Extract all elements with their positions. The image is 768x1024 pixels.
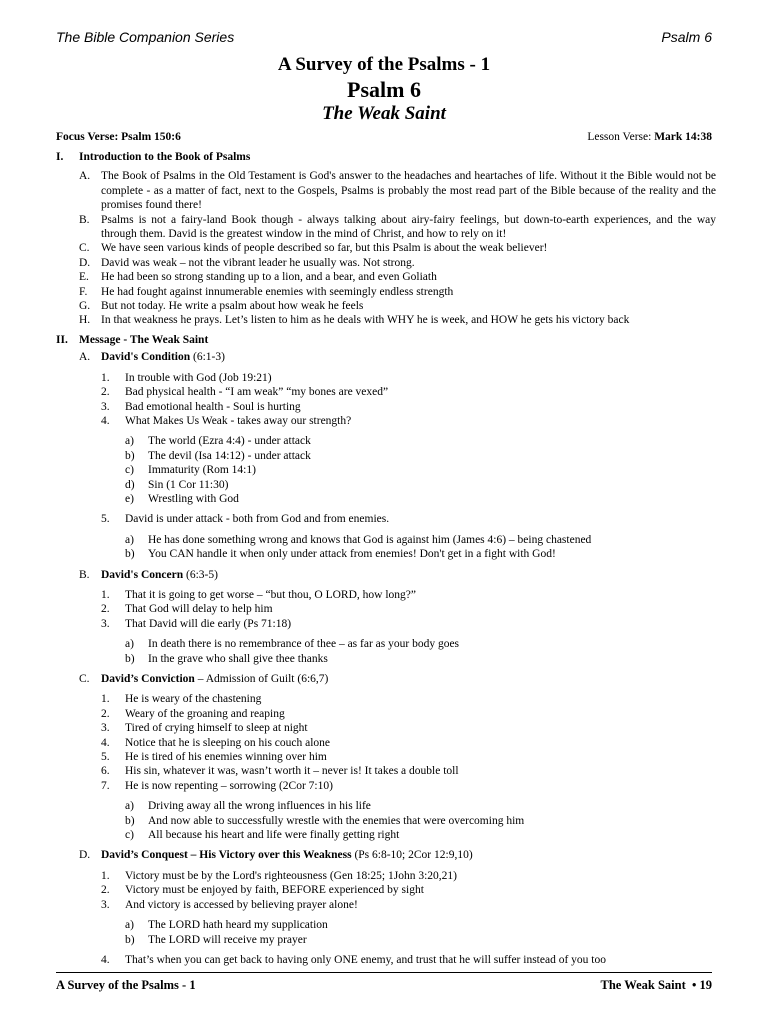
list-item: 1. That it is going to get worse – “but thou, O LORD, how long?” xyxy=(101,588,416,601)
list-item: d) Sin (1 Cor 11:30) xyxy=(125,478,229,491)
list-item: a) The world (Ezra 4:4) - under attack xyxy=(125,435,311,448)
list-item: a) He has done something wrong and knows that God is against him (James 4:6) – being chastened xyxy=(125,533,592,546)
lesson-subtitle: The Weak Saint xyxy=(322,103,446,124)
subsection-heading: C. David’s Conviction – Admission of Guilt (6:6,7) xyxy=(79,673,329,685)
list-item: b) The LORD will receive my prayer xyxy=(125,933,307,946)
verses-line xyxy=(56,131,712,143)
list-item: 3. Bad emotional health - Soul is hurting xyxy=(101,400,301,413)
list-item: 1. Victory must be by the Lord's righteousness (Gen 18:25; 1John 3:20,21) xyxy=(101,869,457,882)
list-item: 2. Weary of the groaning and reaping xyxy=(101,707,285,720)
outline-body xyxy=(56,150,716,967)
list-item: b) The devil (Isa 14:12) - under attack xyxy=(125,449,311,462)
list-item: 5. He is tired of his enemies winning over him xyxy=(101,751,327,764)
list-item: 2. That God will delay to help him xyxy=(101,603,273,616)
list-item: 1. He is weary of the chastening xyxy=(101,693,262,706)
list-item: 6. His sin, whatever it was, wasn’t worth it – never is! It takes a double toll xyxy=(101,765,459,778)
section-heading: I. Introduction to the Book of Psalms xyxy=(56,151,251,163)
list-item: 4. That’s when you can get back to having only ONE enemy, and trust that he will suffer instead of you too xyxy=(101,953,606,966)
footer-divider xyxy=(56,972,712,973)
list-item: a) The LORD hath heard my supplication xyxy=(125,919,328,932)
focus-verse: Focus Verse: Psalm 150:6 xyxy=(56,131,181,143)
list-item: B. Psalms is not a fairy-land Book though - always talking about airy-fairy feelings, but down-to-earth experiences, and the way through them. David is the greatest window in the mind of Christ, and how to rely on it! xyxy=(79,213,716,241)
subsection-heading: B. David's Concern (6:3-5) xyxy=(79,568,218,581)
list-item: c) All because his heart and life were finally getting right xyxy=(125,829,400,842)
list-item: 5. David is under attack - both from God and from enemies. xyxy=(101,513,390,526)
header-psalm: Psalm 6 xyxy=(661,29,712,45)
running-header xyxy=(56,29,712,49)
list-item: b) In the grave who shall give thee thanks xyxy=(125,652,328,665)
bullet-icon: • xyxy=(691,978,697,992)
list-item: 2. Victory must be enjoyed by faith, BEFORE experienced by sight xyxy=(101,884,424,897)
list-item: 7. He is now repenting – sorrowing (2Cor 7:10) xyxy=(101,779,333,792)
subsection-heading: A. David's Condition (6:1-3) xyxy=(79,351,225,364)
list-item: a) In death there is no remembrance of thee – as far as your body goes xyxy=(125,638,460,651)
list-item: H. In that weakness he prays. Let’s listen to him as he deals with WHY he is week, and HOW he gets his victory back xyxy=(79,314,630,327)
survey-title: A Survey of the Psalms - 1 xyxy=(277,54,491,75)
lesson-verse: Lesson Verse: Mark 14:38 xyxy=(587,131,712,143)
series-title: The Bible Companion Series xyxy=(56,29,235,45)
list-item: 4. What Makes Us Weak - takes away our strength? xyxy=(101,414,352,427)
page-footer xyxy=(56,978,712,993)
section-heading: II. Message - The Weak Saint xyxy=(56,333,209,346)
page-number: 19 xyxy=(699,978,712,992)
list-item: F. He had fought against innumerable enemies with seemingly endless strength xyxy=(79,285,454,298)
list-item: 4. Notice that he is sleeping on his couch alone xyxy=(101,736,331,749)
list-item: 2. Bad physical health - “I am weak” “my bones are vexed” xyxy=(101,386,389,399)
list-item: 3. That David will die early (Ps 71:18) xyxy=(101,617,292,630)
footer-lesson: The Weak Saint • 19 xyxy=(600,978,712,992)
psalm-title: Psalm 6 xyxy=(347,77,421,102)
list-item: e) Wrestling with God xyxy=(125,492,239,505)
list-item: E. He had been so strong standing up to a lion, and a bear, and even Goliath xyxy=(79,271,437,284)
list-item: A. The Book of Psalms in the Old Testament is God's answer to the headaches and heartaches of life. Without it the Bible would not be complete - as a matter of fact, next to the Gospels, Psalms is probably the most read part of the Bible because of the reality and the promises found there! xyxy=(79,170,716,212)
subsection-heading: D. David’s Conquest – His Victory over this Weakness (Ps 6:8-10; 2Cor 12:9,10) xyxy=(79,849,473,862)
list-item: G. But not today. He write a psalm about how weak he feels xyxy=(79,300,364,313)
list-item: D. David was weak – not the vibrant leader he usually was. Not strong. xyxy=(79,256,415,269)
list-item: a) Driving away all the wrong influences in his life xyxy=(125,800,371,813)
footer-series: A Survey of the Psalms - 1 xyxy=(56,978,196,992)
list-item: c) Immaturity (Rom 14:1) xyxy=(125,464,256,477)
list-item: C. We have seen various kinds of people described so far, but this Psalm is about the weak believer! xyxy=(79,242,548,255)
list-item: b) You CAN handle it when only under attack from enemies! Don't get in a fight with God! xyxy=(125,548,556,561)
list-item: 3. And victory is accessed by believing prayer alone! xyxy=(101,898,358,911)
list-item: 1. In trouble with God (Job 19:21) xyxy=(101,371,272,384)
list-item: b) And now able to successfully wrestle with the enemies that were overcoming him xyxy=(125,814,525,827)
list-item: 3. Tired of crying himself to sleep at night xyxy=(101,722,308,735)
